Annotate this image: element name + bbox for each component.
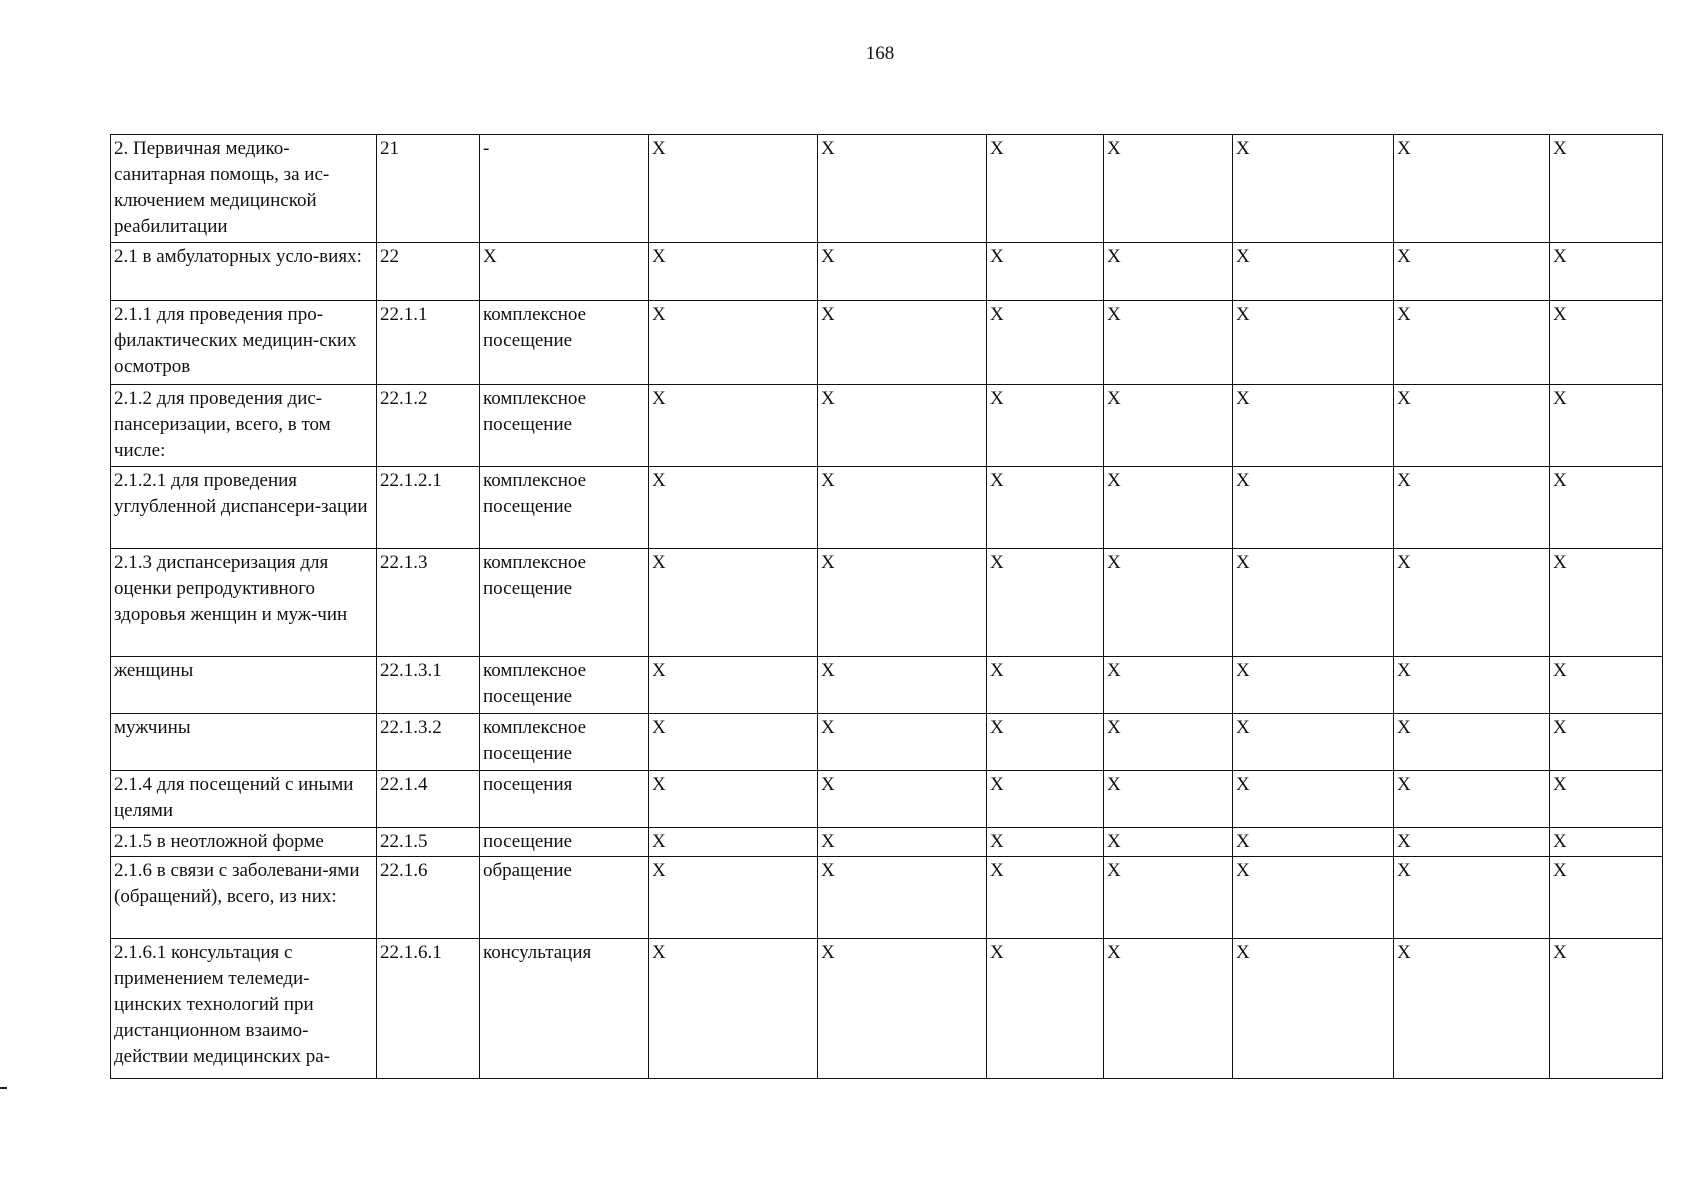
x-mark-cell: X [1233, 467, 1394, 549]
x-mark-cell: X [1394, 857, 1550, 939]
data-table [110, 134, 1663, 1079]
x-mark-cell: X [1394, 657, 1550, 714]
x-mark-cell: X [987, 549, 1104, 657]
row-unit-cell: обращение [480, 857, 649, 939]
x-mark-cell: X [1233, 385, 1394, 467]
row-name-cell: 2.1.2 для проведения дис-пансеризации, всего, в том числе: [111, 385, 377, 467]
x-mark-cell: X [1233, 857, 1394, 939]
row-name-cell: 2.1.2.1 для проведения углубленной диспансери-зации [111, 467, 377, 549]
x-mark-cell: X [987, 657, 1104, 714]
x-mark-cell: X [649, 243, 818, 301]
x-mark-cell: X [818, 714, 987, 771]
x-mark-cell: X [649, 549, 818, 657]
x-mark-cell: X [1104, 714, 1233, 771]
row-name-cell: 2.1.6.1 консультация с применением телемеди-цинских технологий при дистанционном взаимо-действии медицинских ра- [111, 939, 377, 1079]
x-mark-cell: X [818, 857, 987, 939]
row-code-cell: 22.1.6 [377, 857, 480, 939]
x-mark-cell: X [818, 301, 987, 385]
x-mark-cell: X [649, 467, 818, 549]
x-mark-cell: X [649, 301, 818, 385]
x-mark-cell: X [1394, 467, 1550, 549]
x-mark-cell: X [1233, 243, 1394, 301]
table-row [111, 771, 1663, 828]
x-mark-cell: X [1550, 857, 1663, 939]
x-mark-cell: X [1394, 243, 1550, 301]
x-mark-cell: X [1394, 714, 1550, 771]
x-mark-cell: X [649, 857, 818, 939]
x-mark-cell: X [1550, 714, 1663, 771]
table-row [111, 657, 1663, 714]
row-code-cell: 21 [377, 135, 480, 243]
x-mark-cell: X [818, 135, 987, 243]
x-mark-cell: X [649, 385, 818, 467]
x-mark-cell: X [1233, 301, 1394, 385]
row-code-cell: 22.1.1 [377, 301, 480, 385]
row-code-cell: 22.1.6.1 [377, 939, 480, 1079]
x-mark-cell: X [1550, 243, 1663, 301]
page-number: 168 [865, 43, 895, 64]
x-mark-cell: X [1233, 657, 1394, 714]
edge-mark [0, 1087, 7, 1089]
x-mark-cell: X [1394, 828, 1550, 857]
x-mark-cell: X [987, 385, 1104, 467]
x-mark-cell: X [649, 771, 818, 828]
table-row [111, 714, 1663, 771]
table-row [111, 828, 1663, 857]
x-mark-cell: X [649, 828, 818, 857]
table-row [111, 385, 1663, 467]
row-code-cell: 22.1.2 [377, 385, 480, 467]
x-mark-cell: X [1104, 549, 1233, 657]
row-code-cell: 22.1.2.1 [377, 467, 480, 549]
x-mark-cell: X [818, 467, 987, 549]
x-mark-cell: X [1550, 828, 1663, 857]
x-mark-cell: X [1233, 828, 1394, 857]
row-unit-cell: комплексное посещение [480, 549, 649, 657]
row-unit-cell: комплексное посещение [480, 467, 649, 549]
x-mark-cell: X [649, 714, 818, 771]
x-mark-cell: X [1104, 939, 1233, 1079]
row-unit-cell: комплексное посещение [480, 301, 649, 385]
table-row [111, 135, 1663, 243]
x-mark-cell: X [649, 135, 818, 243]
row-unit-cell: консультация [480, 939, 649, 1079]
x-mark-cell: X [818, 549, 987, 657]
x-mark-cell: X [1104, 657, 1233, 714]
x-mark-cell: X [1104, 467, 1233, 549]
table-row [111, 301, 1663, 385]
row-code-cell: 22.1.3.2 [377, 714, 480, 771]
row-unit-cell: X [480, 243, 649, 301]
row-unit-cell: посещения [480, 771, 649, 828]
x-mark-cell: X [987, 243, 1104, 301]
row-unit-cell: комплексное посещение [480, 657, 649, 714]
row-code-cell: 22.1.4 [377, 771, 480, 828]
x-mark-cell: X [987, 828, 1104, 857]
row-unit-cell: - [480, 135, 649, 243]
row-name-cell: женщины [111, 657, 377, 714]
x-mark-cell: X [818, 657, 987, 714]
x-mark-cell: X [1104, 243, 1233, 301]
x-mark-cell: X [1550, 657, 1663, 714]
x-mark-cell: X [1394, 939, 1550, 1079]
x-mark-cell: X [1394, 549, 1550, 657]
x-mark-cell: X [1550, 549, 1663, 657]
row-unit-cell: посещение [480, 828, 649, 857]
row-name-cell: 2.1.6 в связи с заболевани-ями (обращений), всего, из них: [111, 857, 377, 939]
x-mark-cell: X [649, 657, 818, 714]
row-name-cell: 2.1.4 для посещений с иными целями [111, 771, 377, 828]
x-mark-cell: X [987, 301, 1104, 385]
x-mark-cell: X [1233, 714, 1394, 771]
x-mark-cell: X [1233, 771, 1394, 828]
x-mark-cell: X [1550, 771, 1663, 828]
x-mark-cell: X [1550, 135, 1663, 243]
x-mark-cell: X [987, 939, 1104, 1079]
row-unit-cell: комплексное посещение [480, 714, 649, 771]
x-mark-cell: X [818, 939, 987, 1079]
row-name-cell: 2. Первичная медико-санитарная помощь, за ис-ключением медицинской реабилитации [111, 135, 377, 243]
row-code-cell: 22.1.5 [377, 828, 480, 857]
table-row [111, 467, 1663, 549]
x-mark-cell: X [818, 243, 987, 301]
x-mark-cell: X [987, 714, 1104, 771]
row-code-cell: 22.1.3 [377, 549, 480, 657]
x-mark-cell: X [1104, 385, 1233, 467]
row-name-cell: 2.1 в амбулаторных усло-виях: [111, 243, 377, 301]
x-mark-cell: X [1550, 385, 1663, 467]
x-mark-cell: X [1394, 301, 1550, 385]
row-code-cell: 22.1.3.1 [377, 657, 480, 714]
row-code-cell: 22 [377, 243, 480, 301]
x-mark-cell: X [987, 771, 1104, 828]
x-mark-cell: X [649, 939, 818, 1079]
table-row [111, 939, 1663, 1079]
x-mark-cell: X [818, 771, 987, 828]
x-mark-cell: X [1394, 771, 1550, 828]
x-mark-cell: X [1104, 771, 1233, 828]
table-row [111, 857, 1663, 939]
x-mark-cell: X [1394, 385, 1550, 467]
row-name-cell: мужчины [111, 714, 377, 771]
x-mark-cell: X [1550, 939, 1663, 1079]
row-name-cell: 2.1.3 диспансеризация для оценки репродуктивного здоровья женщин и муж-чин [111, 549, 377, 657]
x-mark-cell: X [1550, 467, 1663, 549]
x-mark-cell: X [987, 135, 1104, 243]
x-mark-cell: X [818, 828, 987, 857]
x-mark-cell: X [1104, 135, 1233, 243]
x-mark-cell: X [1233, 135, 1394, 243]
x-mark-cell: X [1233, 939, 1394, 1079]
x-mark-cell: X [1104, 301, 1233, 385]
x-mark-cell: X [1233, 549, 1394, 657]
x-mark-cell: X [1104, 857, 1233, 939]
row-unit-cell: комплексное посещение [480, 385, 649, 467]
x-mark-cell: X [987, 857, 1104, 939]
x-mark-cell: X [818, 385, 987, 467]
row-name-cell: 2.1.1 для проведения про-филактических медицин-ских осмотров [111, 301, 377, 385]
table-row [111, 243, 1663, 301]
table-row [111, 549, 1663, 657]
x-mark-cell: X [987, 467, 1104, 549]
row-name-cell: 2.1.5 в неотложной форме [111, 828, 377, 857]
x-mark-cell: X [1394, 135, 1550, 243]
x-mark-cell: X [1550, 301, 1663, 385]
x-mark-cell: X [1104, 828, 1233, 857]
